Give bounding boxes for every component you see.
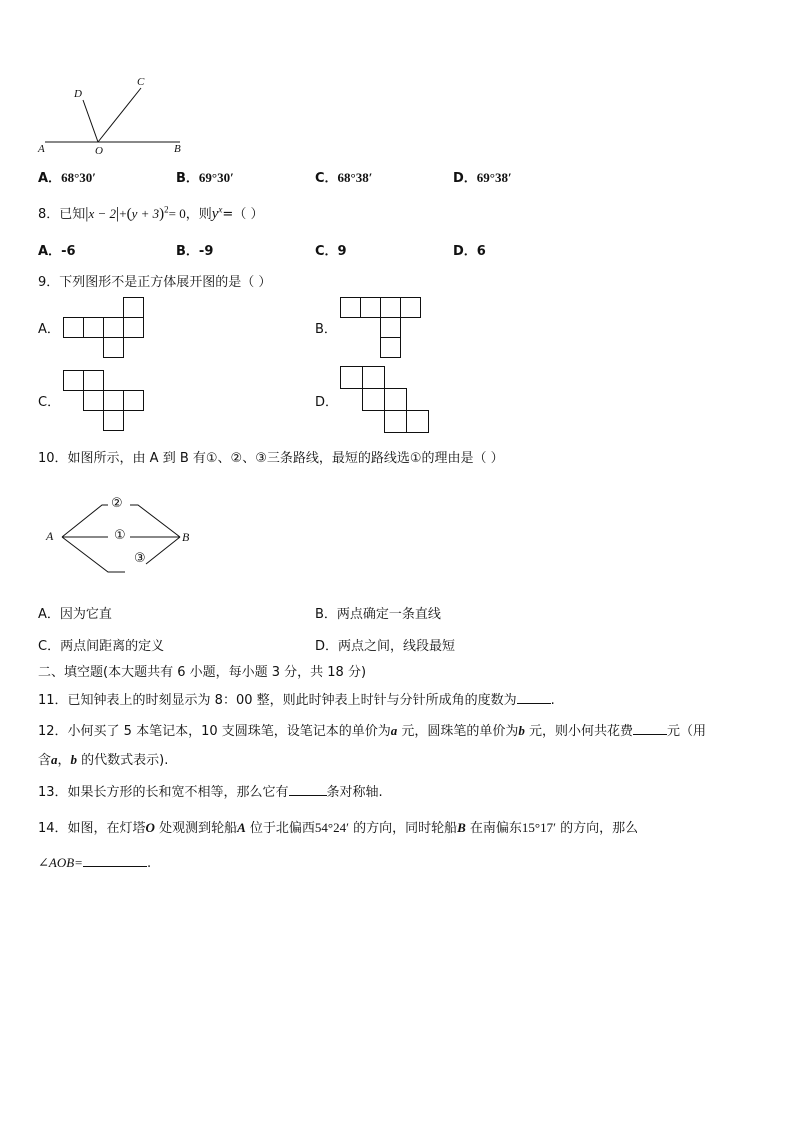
point-label-b: B: [174, 143, 181, 155]
abs-bar-left: |: [85, 205, 89, 222]
q9-option-a-label: A．: [38, 322, 60, 337]
question-11: [38, 689, 555, 708]
net-square: [103, 317, 124, 338]
math-plus: +: [119, 206, 127, 221]
option-letter: D．: [453, 171, 477, 186]
net-square: [384, 388, 407, 411]
question-text: 已知: [59, 207, 86, 222]
net-square: [380, 317, 401, 338]
q9-option-a-net[interactable]: [63, 297, 153, 357]
option-text: 69°30′: [198, 170, 234, 185]
question-text: .: [146, 856, 152, 871]
route-point-b: B: [182, 530, 190, 544]
question-text: 11．已知钟表上的时刻显示为 8：00 整，则此时钟表上时针与分针所成角的度数为: [38, 693, 517, 708]
option-letter: A．: [38, 171, 62, 186]
point-label-d: D: [74, 88, 82, 100]
option-letter: D．: [315, 639, 339, 654]
option-letter: C．: [315, 244, 338, 259]
option-text: 两点确定一条直线: [336, 607, 441, 622]
question-text: 的代数式表示).: [77, 753, 169, 768]
math-equals: = 0: [168, 206, 186, 221]
q7-option-c[interactable]: [315, 167, 372, 186]
net-square: [123, 317, 144, 338]
question-14: [38, 817, 638, 836]
option-letter: C．: [315, 171, 338, 186]
answer-blank[interactable]: [289, 783, 327, 796]
q9-option-c-net[interactable]: [63, 370, 153, 430]
math-var: a: [51, 752, 58, 767]
net-square: [400, 297, 421, 318]
question-text: 元（用: [667, 724, 707, 739]
angle-value: 15°17′: [521, 820, 556, 835]
question-text: 的方向，那么: [555, 821, 639, 836]
q9-option-d-net[interactable]: [340, 366, 440, 436]
question-text: ，则: [185, 207, 212, 222]
net-square: [83, 390, 104, 411]
option-letter: B．: [176, 244, 199, 259]
net-square: [340, 366, 363, 389]
net-square: [83, 370, 104, 391]
question-text: 位于北偏西: [245, 821, 315, 836]
math-base: y: [211, 206, 219, 222]
net-square: [380, 337, 401, 358]
q8-option-b[interactable]: [176, 240, 213, 259]
q7-option-d[interactable]: [453, 167, 512, 186]
q7-option-a[interactable]: [38, 167, 96, 186]
option-text: 68°30′: [61, 170, 96, 185]
option-letter: D．: [453, 244, 477, 259]
net-square: [384, 410, 407, 433]
answer-blank[interactable]: [633, 722, 667, 735]
math-var: a: [390, 723, 398, 738]
math-var: b: [70, 752, 78, 767]
net-square: [340, 297, 361, 318]
question-text: 条对称轴.: [326, 785, 383, 800]
point-label-a: A: [38, 143, 45, 155]
math-var: O: [145, 820, 155, 835]
net-square: [380, 297, 401, 318]
math-exponent: 2: [164, 204, 169, 215]
net-square: [103, 337, 124, 358]
question-text: 含: [38, 753, 52, 768]
question-text: 元，圆珠笔的单价为: [397, 724, 519, 739]
net-square: [83, 317, 104, 338]
option-text: 两点间距离的定义: [60, 639, 165, 654]
angle-figure: [35, 72, 195, 162]
answer-blank[interactable]: [83, 854, 147, 867]
question-text: 12．小何买了 5 本笔记本，10 支圆珠笔，设笔记本的单价为: [38, 724, 391, 739]
option-letter: B．: [315, 607, 337, 622]
question-14-line2: [38, 854, 151, 871]
question-13: [38, 781, 383, 800]
q9-option-b-label: B．: [315, 322, 337, 337]
math-var: b: [518, 723, 525, 738]
math-expr: y + 3: [131, 206, 160, 221]
net-square: [362, 366, 385, 389]
q8-option-d[interactable]: [453, 240, 486, 259]
route-3-label: ③: [134, 551, 146, 566]
math-expr: x − 2: [88, 206, 117, 221]
net-square: [406, 410, 429, 433]
net-square: [63, 370, 84, 391]
net-square: [103, 410, 124, 431]
math-exponent: x: [218, 204, 223, 215]
answer-blank[interactable]: [517, 691, 551, 704]
question-text: 13．如果长方形的长和宽不相等，那么它有: [38, 785, 289, 800]
question-text: 元，则小何共花费: [524, 724, 634, 739]
question-text: 的方向，同时轮船: [348, 821, 458, 836]
paren-left: (: [126, 206, 132, 222]
question-text: =（ ）: [222, 207, 264, 222]
question-text: 在南偏东: [465, 821, 522, 836]
q10-option-a[interactable]: [38, 603, 112, 622]
q9-option-b-net[interactable]: [340, 297, 430, 357]
point-label-o: O: [95, 145, 103, 157]
route-1-label: ①: [114, 528, 126, 543]
option-letter: A．: [38, 607, 60, 622]
option-letter: C．: [38, 639, 61, 654]
question-text: 14．如图，在灯塔: [38, 821, 146, 836]
q10-option-d[interactable]: [315, 635, 455, 654]
angle-expression: ∠AOB=: [38, 855, 83, 870]
point-label-c: C: [137, 76, 145, 88]
option-text: 68°38′: [337, 170, 373, 185]
q9-option-c-label: C．: [38, 395, 61, 410]
angle-value: 54°24′: [314, 820, 349, 835]
abs-bar-right: |: [116, 205, 120, 222]
route-point-a: A: [46, 529, 54, 543]
option-text: 两点之间，线段最短: [338, 639, 456, 654]
question-10: 10．如图所示，由 A 到 B 有①、②、③三条路线，最短的路线选①的理由是（ ）: [38, 451, 504, 466]
q10-option-b[interactable]: [315, 603, 441, 622]
option-text: 6: [476, 244, 486, 259]
question-text: ，: [57, 753, 71, 768]
question-text: 处观测到轮船: [154, 821, 238, 836]
option-text: -6: [61, 244, 76, 259]
q8-option-a[interactable]: [38, 240, 76, 259]
option-letter: B．: [176, 171, 199, 186]
option-text: 69°38′: [476, 170, 512, 185]
net-square: [63, 317, 84, 338]
q8-option-c[interactable]: [315, 240, 347, 259]
math-var: B: [457, 820, 466, 835]
option-text: 9: [337, 244, 347, 259]
net-square: [362, 388, 385, 411]
paren-right: ): [159, 206, 165, 222]
route-2-label: ②: [111, 496, 123, 511]
option-text: 因为它直: [59, 607, 112, 622]
question-text: .: [550, 693, 555, 708]
q10-option-c[interactable]: [38, 635, 164, 654]
net-square: [123, 390, 144, 411]
question-number: 8．: [38, 207, 60, 222]
question-8: [38, 203, 263, 223]
option-letter: A．: [38, 244, 62, 259]
q7-option-b[interactable]: [176, 167, 234, 186]
section-heading: 二、填空题(本大题共有 6 小题，每小题 3 分，共 18 分): [38, 665, 367, 680]
option-text: -9: [198, 244, 214, 259]
net-square: [103, 390, 124, 411]
question-12-line2: [38, 749, 168, 768]
net-square: [360, 297, 381, 318]
question-9: 9．下列图形不是正方体展开图的是（ ）: [38, 275, 272, 290]
math-var: A: [237, 820, 246, 835]
question-12: [38, 720, 706, 739]
net-square: [123, 297, 144, 318]
q9-option-d-label: D．: [315, 395, 339, 410]
